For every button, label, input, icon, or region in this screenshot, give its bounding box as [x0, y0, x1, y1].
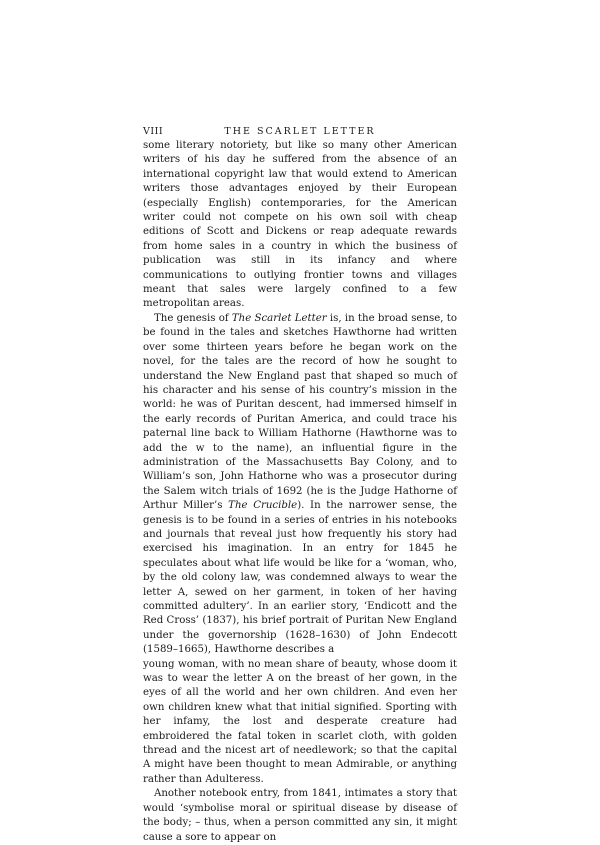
paragraph-2	[143, 312, 457, 658]
book-title-scarlet-letter: The Scarlet Letter	[231, 312, 327, 324]
book-title-crucible: The Crucible	[228, 500, 298, 512]
paragraph-2-end: ). In the narrower sense, the genesis is to be found in a series of entries in his notebooks and journals that reveal just how frequently his story had exercised his imagination. In an entry for 1845 he speculates about what life would be like for a ‘woman, who, by the old colony law, was condemned always to wear the letter A, sewed on her garment, in token of her having committed adultery’. In an earlier story, ‘Endicott and the Red Cross’ (1837), his brief portrait of Puritan New England under the governorship (1628–1630) of John Endecott (1589–1665), Hawthorne describes a	[143, 500, 457, 656]
page-number: VIII	[143, 126, 164, 137]
paragraph-2-middle: is, in the broad sense, to be found in the tales and sketches Hawthorne had written over some thirteen years before he began work on the novel, for the tales are the record of how he sought to understand the New England past that shaped so much of his character and his sense of his country’s mission in the world: he was of Puritan descent, had immersed himself in the early records of Puritan America, and could trace his paternal line back to William Hathorne (Hawthorne was to add the w to the name), an influential figure in the administration of the Massachusetts Bay Colony, and to William’s son, John Hathorne who was a prosecutor during the Salem witch trials of 1692 (he is the Judge Hathorne of Arthur Miller’s	[143, 312, 457, 512]
paragraph-3: Another notebook entry, from 1841, intimates a story that would ‘symbolise moral or spiritual disease by disease of the body; – thus, when a person committed any sin, it might cause a sore to appear on	[143, 788, 457, 843]
page-header	[143, 126, 457, 140]
block-quote: young woman, with no mean share of beauty, whose doom it was to wear the letter A on the breast of her gown, in the eyes of all the world and her own children. And even her own children knew what that initial signified. Sporting with her infamy, the lost and desperate creature had embroidered the fatal token in scarlet cloth, with golden thread and the nicest art of needlework; so that the capital A might have been thought to mean Admirable, or anything rather than Adulteress.	[143, 658, 457, 785]
paragraph-1: some literary notoriety, but like so many other American writers of his day he suffered from the absence of an international copyright law that would extend to American writers those advantages enjoyed by their European (especially English) contemporaries, for the American writer could not compete on his own soil with cheap editions of Scott and Dickens or reap adequate rewards from home sales in a country in which the business of publication was still in its infancy and where communications to outlying frontier towns and villages meant that sales were largely confined to a few metropolitan areas.	[143, 140, 457, 310]
running-head: THE SCARLET LETTER	[224, 126, 376, 137]
paragraph-2-lead: The genesis of	[154, 312, 232, 324]
body-text	[143, 139, 457, 845]
